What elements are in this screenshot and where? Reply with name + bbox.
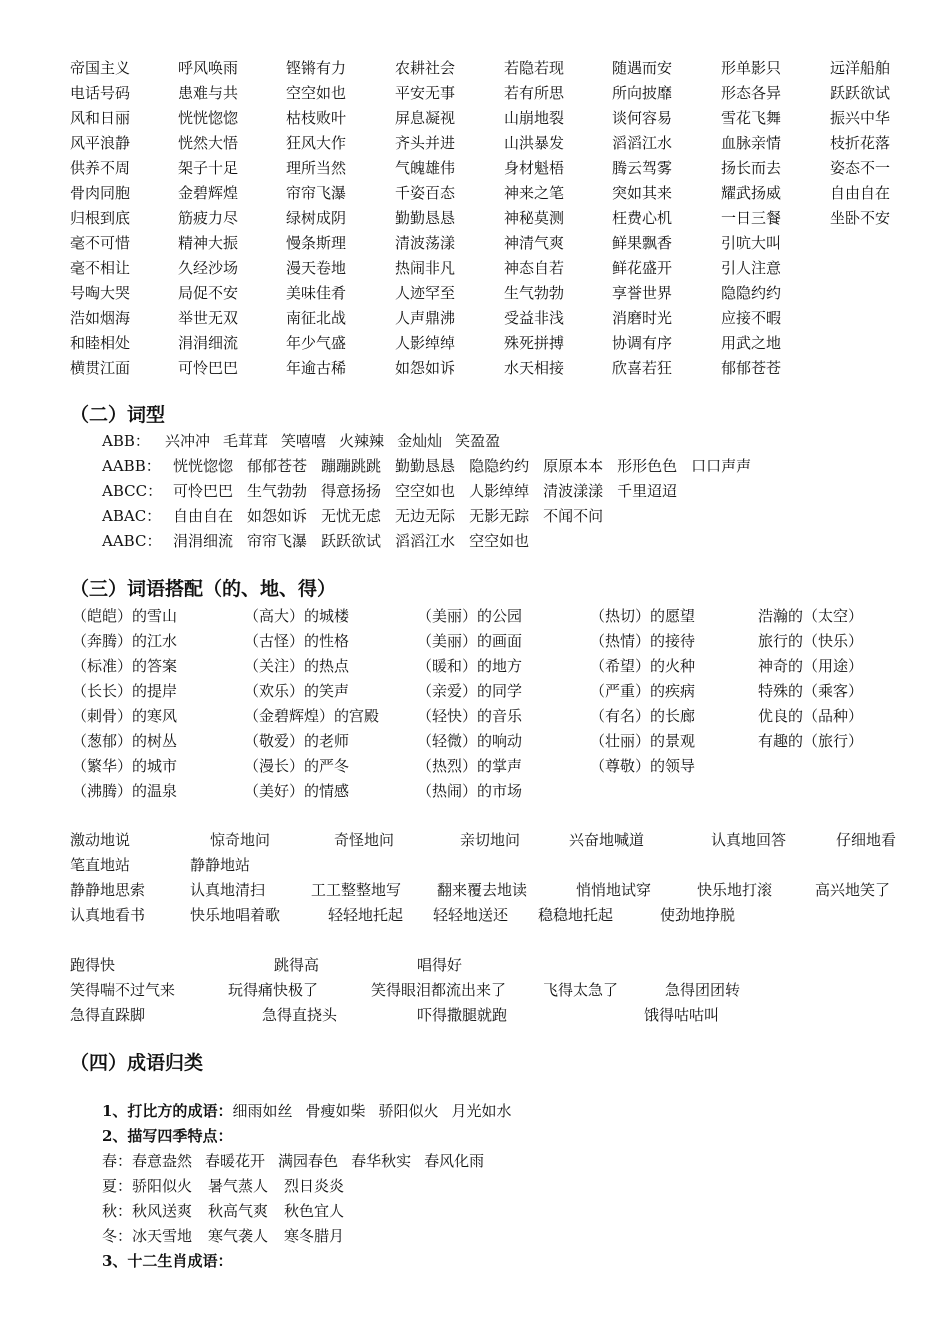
de-phrase: （希望）的火种 [590,657,696,675]
idiom-cell: 呼风唤雨 [178,59,239,77]
idiom-cell: 消磨时光 [612,309,673,327]
dei-phrase: 急得团团转 [665,981,741,999]
word-type-label: ABAC： [102,507,162,525]
idiom-cell: 枉费心机 [612,209,673,227]
idiom-cell: 生气勃勃 [504,284,565,302]
idiom-cell: 风平浪静 [70,134,131,152]
dei-phrase: 飞得太急了 [543,981,619,999]
idiom-cell: 山崩地裂 [504,109,565,127]
word: 口口声声 [691,457,752,475]
idiom-cell: 帘帘飞瀑 [286,184,347,202]
di-phrase: 认真地清扫 [190,881,266,899]
idiom-cell: 享誉世界 [612,284,673,302]
idiom-cell: 漫天卷地 [286,259,347,277]
idiom-cell: 姿态不一 [830,159,891,177]
dei-phrase: 跑得快 [70,956,116,974]
word: 滔滔江水 [395,532,456,550]
de-phrase: （繁华）的城市 [72,757,178,775]
idiom-cell: 形态各异 [721,84,782,102]
idiom-cell: 神秘莫测 [504,209,565,227]
di-phrase: 高兴地笑了 [815,881,891,899]
de-phrase: （沸腾）的温泉 [72,782,178,800]
season-words [132,1202,344,1220]
idiom-cell: 跃跃欲试 [830,84,891,102]
word-type-words [173,455,751,477]
word: 蹦蹦跳跳 [321,457,382,475]
idiom-cell: 山洪暴发 [504,134,565,152]
word: 自由自在 [173,507,234,525]
idiom-cell: 鲜花盛开 [612,259,673,277]
idiom-cell: 引人注意 [721,259,782,277]
idiom-cell: 举世无双 [178,309,239,327]
idiom-cell: 年少气盛 [286,334,347,352]
idiom-cell: 坐卧不安 [830,209,891,227]
de-phrase: （敬爱）的老师 [244,732,350,750]
idiom-cell: 隐隐约约 [721,284,782,302]
de-phrase: （美丽）的公园 [417,607,523,625]
word: 月光如水 [451,1102,512,1120]
di-phrase: 悄悄地试穿 [576,881,652,899]
word: 原原本本 [543,457,604,475]
idiom-cell: 腾云驾雾 [612,159,673,177]
word: 金灿灿 [397,432,443,450]
di-phrase: 笔直地站 [70,856,131,874]
word: 春华秋实 [351,1152,412,1170]
season-line [102,1225,344,1247]
word-type-label: AABB： [102,457,161,475]
di-phrase: 快乐地唱着歌 [190,906,281,924]
dei-phrase: 急得直挠头 [262,1006,338,1024]
idiom-cell: 屏息凝视 [395,109,456,127]
di-phrase: 激动地说 [70,831,131,849]
dei-phrase: 唱得好 [417,956,463,974]
idiom-cell: 齐头并进 [395,134,456,152]
idiom-cell: 美味佳肴 [286,284,347,302]
word: 清波漾漾 [543,482,604,500]
season-words [132,1227,344,1245]
season-label: 秋： [102,1202,133,1220]
word: 空空如也 [469,532,530,550]
season-line [102,1175,344,1197]
idiom-cell: 神清气爽 [504,234,565,252]
word: 人影绰绰 [469,482,530,500]
idiom-cell: 随遇而安 [612,59,673,77]
word: 火辣辣 [339,432,385,450]
de-phrase: （关注）的热点 [244,657,350,675]
word: 骄阳似火 [378,1102,439,1120]
word: 秋高气爽 [208,1202,269,1220]
word: 毛茸茸 [223,432,269,450]
de-phrase: 浩瀚的（太空） [758,607,864,625]
word: 兴冲冲 [165,432,211,450]
idiom-cell: 铿锵有力 [286,59,347,77]
de-phrase: 旅行的（快乐） [758,632,864,650]
word-type-words [165,430,500,452]
de-phrase: （漫长）的严冬 [244,757,350,775]
de-phrase: （高大）的城楼 [244,607,350,625]
idiom-cell: 骨肉同胞 [70,184,131,202]
word-type-label: ABB： [102,432,150,450]
idiom-cell: 农耕社会 [395,59,456,77]
idiom-cell: 雪花飞舞 [721,109,782,127]
idiom-cell: 患难与共 [178,84,239,102]
idiom-cell: 和睦相处 [70,334,131,352]
word: 骄阳似火 [132,1177,193,1195]
word: 寒气袭人 [208,1227,269,1245]
idiom-cell: 恍恍惚惚 [178,109,239,127]
seasons-label: 2、描写四季特点： [102,1127,233,1145]
season-line [102,1200,344,1222]
idiom-cell: 归根到底 [70,209,131,227]
de-phrase: （长长）的提岸 [72,682,178,700]
de-phrase: （金碧辉煌）的宫殿 [244,707,380,725]
idiom-cell: 一日三餐 [721,209,782,227]
word-type-words [173,530,529,552]
word: 暑气蒸人 [208,1177,269,1195]
zodiac-idioms-label: 3、十二生肖成语： [102,1252,233,1270]
idiom-cell: 鲜果飘香 [612,234,673,252]
de-phrase: （皑皑）的雪山 [72,607,178,625]
idiom-cell: 受益非浅 [504,309,565,327]
dei-phrase: 吓得撒腿就跑 [417,1006,508,1024]
idiom-cell: 恍然大悟 [178,134,239,152]
idiom-cell: 突如其来 [612,184,673,202]
idiom-cell: 精神大振 [178,234,239,252]
idiom-cell: 神来之笔 [504,184,565,202]
idiom-cell: 郁郁苍苍 [721,359,782,377]
idiom-cell: 水天相接 [504,359,565,377]
de-phrase: （热烈）的掌声 [417,757,523,775]
simile-idioms-words [232,1102,511,1120]
idiom-cell: 毫不相让 [70,259,131,277]
de-phrase: （奔腾）的江水 [72,632,178,650]
idiom-cell: 年逾古稀 [286,359,347,377]
word: 如怨如诉 [247,507,308,525]
di-phrase: 认真地看书 [70,906,146,924]
idiom-cell: 自由自在 [830,184,891,202]
word: 冰天雪地 [132,1227,193,1245]
section-title-word-types: （二）词型 [70,404,166,426]
de-phrase: （尊敬）的领导 [590,757,696,775]
idiom-cell: 耀武扬威 [721,184,782,202]
season-line [102,1150,484,1172]
word: 郁郁苍苍 [247,457,308,475]
idiom-cell: 滔滔江水 [612,134,673,152]
word: 形形色色 [617,457,678,475]
di-phrase: 轻轻地送还 [433,906,509,924]
di-phrase: 仔细地看 [836,831,897,849]
word-type-label: ABCC： [102,482,163,500]
word: 隐隐约约 [469,457,530,475]
idiom-cell: 可怜巴巴 [178,359,239,377]
di-phrase: 翻来覆去地读 [437,881,528,899]
di-phrase: 使劲地挣脱 [660,906,736,924]
word: 骨瘦如柴 [305,1102,366,1120]
word: 笑盈盈 [455,432,501,450]
word: 不闻不问 [543,507,604,525]
word: 春意盎然 [132,1152,193,1170]
de-phrase: （轻微）的响动 [417,732,523,750]
idiom-cell: 人影绰绰 [395,334,456,352]
di-phrase: 认真地回答 [711,831,787,849]
idiom-cell: 久经沙场 [178,259,239,277]
de-phrase: （热闹）的市场 [417,782,523,800]
word-type-label: AABC： [102,532,162,550]
idiom-cell: 扬长而去 [721,159,782,177]
de-phrase: 有趣的（旅行） [758,732,864,750]
word: 春暖花开 [205,1152,266,1170]
idiom-cell: 号啕大哭 [70,284,131,302]
idiom-cell: 引吭大叫 [721,234,782,252]
idiom-cell: 横贯江面 [70,359,131,377]
idiom-cell: 空空如也 [286,84,347,102]
idiom-cell: 理所当然 [286,159,347,177]
section-title-word-pairing: （三）词语搭配（的、地、得） [70,578,337,600]
idiom-cell: 人声鼎沸 [395,309,456,327]
de-phrase: （标准）的答案 [72,657,178,675]
di-phrase: 静静地站 [190,856,251,874]
idiom-cell: 神态自若 [504,259,565,277]
word: 恍恍惚惚 [173,457,234,475]
simile-idioms-label: 1、打比方的成语： [102,1102,233,1120]
dei-phrase: 饿得咕咕叫 [644,1006,720,1024]
word: 帘帘飞瀑 [247,532,308,550]
idiom-cell: 热闹非凡 [395,259,456,277]
simile-idioms-line [102,1100,512,1122]
idiom-cell: 形单影只 [721,59,782,77]
di-phrase: 亲切地问 [460,831,521,849]
de-phrase: 特殊的（乘客） [758,682,864,700]
de-phrase: （热情）的接待 [590,632,696,650]
de-phrase: （有名）的长廊 [590,707,696,725]
idiom-cell: 毫不可惜 [70,234,131,252]
idiom-cell: 所向披靡 [612,84,673,102]
de-phrase: （暖和）的地方 [417,657,523,675]
word: 无边无际 [395,507,456,525]
di-phrase: 奇怪地问 [334,831,395,849]
de-phrase: （严重）的疾病 [590,682,696,700]
de-phrase: （美好）的情感 [244,782,350,800]
de-phrase: （美丽）的画面 [417,632,523,650]
de-phrase: （刺骨）的寒风 [72,707,178,725]
idiom-cell: 风和日丽 [70,109,131,127]
idiom-cell: 如怨如诉 [395,359,456,377]
idiom-cell: 枯枝败叶 [286,109,347,127]
idiom-cell: 金碧辉煌 [178,184,239,202]
idiom-cell: 供养不周 [70,159,131,177]
idiom-cell: 千姿百态 [395,184,456,202]
word: 秋色宜人 [284,1202,345,1220]
di-phrase: 快乐地打滚 [697,881,773,899]
word: 得意扬扬 [321,482,382,500]
idiom-cell: 身材魁梧 [504,159,565,177]
word: 无影无踪 [469,507,530,525]
idiom-cell: 若隐若现 [504,59,565,77]
season-words [132,1152,484,1170]
dei-phrase: 笑得眼泪都流出来了 [371,981,507,999]
dei-phrase: 急得直跺脚 [70,1006,146,1024]
word: 笑嘻嘻 [281,432,327,450]
idiom-cell: 勤勤恳恳 [395,209,456,227]
idiom-cell: 狂风大作 [286,134,347,152]
de-phrase: （葱郁）的树丛 [72,732,178,750]
section-title-idiom-categories: （四）成语归类 [70,1052,204,1074]
word: 跃跃欲试 [321,532,382,550]
idiom-cell: 协调有序 [612,334,673,352]
season-label: 春： [102,1152,133,1170]
idiom-cell: 血脉亲情 [721,134,782,152]
word: 勤勤恳恳 [395,457,456,475]
word: 涓涓细流 [173,532,234,550]
idiom-cell: 平安无事 [395,84,456,102]
idiom-cell: 绿树成阴 [286,209,347,227]
word: 细雨如丝 [232,1102,293,1120]
word: 寒冬腊月 [284,1227,345,1245]
de-phrase: （古怪）的性格 [244,632,350,650]
idiom-cell: 若有所思 [504,84,565,102]
idiom-cell: 清波荡漾 [395,234,456,252]
idiom-cell: 涓涓细流 [178,334,239,352]
idiom-cell: 欣喜若狂 [612,359,673,377]
word: 生气勃勃 [247,482,308,500]
di-phrase: 轻轻地托起 [328,906,404,924]
dei-phrase: 玩得痛快极了 [228,981,319,999]
word: 可怜巴巴 [173,482,234,500]
idiom-cell: 殊死拼搏 [504,334,565,352]
di-phrase: 兴奋地喊道 [569,831,645,849]
idiom-cell: 枝折花落 [830,134,891,152]
idiom-cell: 帝国主义 [70,59,131,77]
de-phrase: 神奇的（用途） [758,657,864,675]
di-phrase: 稳稳地托起 [538,906,614,924]
word: 千里迢迢 [617,482,678,500]
idiom-cell: 慢条斯理 [286,234,347,252]
season-words [132,1177,344,1195]
dei-phrase: 跳得高 [274,956,320,974]
word: 秋风送爽 [132,1202,193,1220]
de-phrase: （欢乐）的笑声 [244,682,350,700]
di-phrase: 工工整整地写 [311,881,402,899]
idiom-cell: 气魄雄伟 [395,159,456,177]
word-type-words [173,480,677,502]
idiom-cell: 筋疲力尽 [178,209,239,227]
di-phrase: 惊奇地问 [210,831,271,849]
idiom-cell: 电话号码 [70,84,131,102]
word: 春风化雨 [424,1152,485,1170]
idiom-cell: 应接不暇 [721,309,782,327]
season-label: 冬： [102,1227,133,1245]
season-label: 夏： [102,1177,133,1195]
de-phrase: （热切）的愿望 [590,607,696,625]
de-phrase: （壮丽）的景观 [590,732,696,750]
di-phrase: 静静地思索 [70,881,146,899]
word: 满园春色 [278,1152,339,1170]
idiom-cell: 谈何容易 [612,109,673,127]
idiom-cell: 南征北战 [286,309,347,327]
dei-phrase: 笑得喘不过气来 [70,981,176,999]
word: 无忧无虑 [321,507,382,525]
idiom-cell: 远洋船舶 [830,59,891,77]
idiom-cell: 人迹罕至 [395,284,456,302]
word-type-words [173,505,603,527]
idiom-cell: 局促不安 [178,284,239,302]
idiom-cell: 用武之地 [721,334,782,352]
idiom-cell: 振兴中华 [830,109,891,127]
idiom-cell: 架子十足 [178,159,239,177]
word: 烈日炎炎 [284,1177,345,1195]
de-phrase: （轻快）的音乐 [417,707,523,725]
de-phrase: （亲爱）的同学 [417,682,523,700]
de-phrase: 优良的（品种） [758,707,864,725]
word: 空空如也 [395,482,456,500]
idiom-cell: 浩如烟海 [70,309,131,327]
